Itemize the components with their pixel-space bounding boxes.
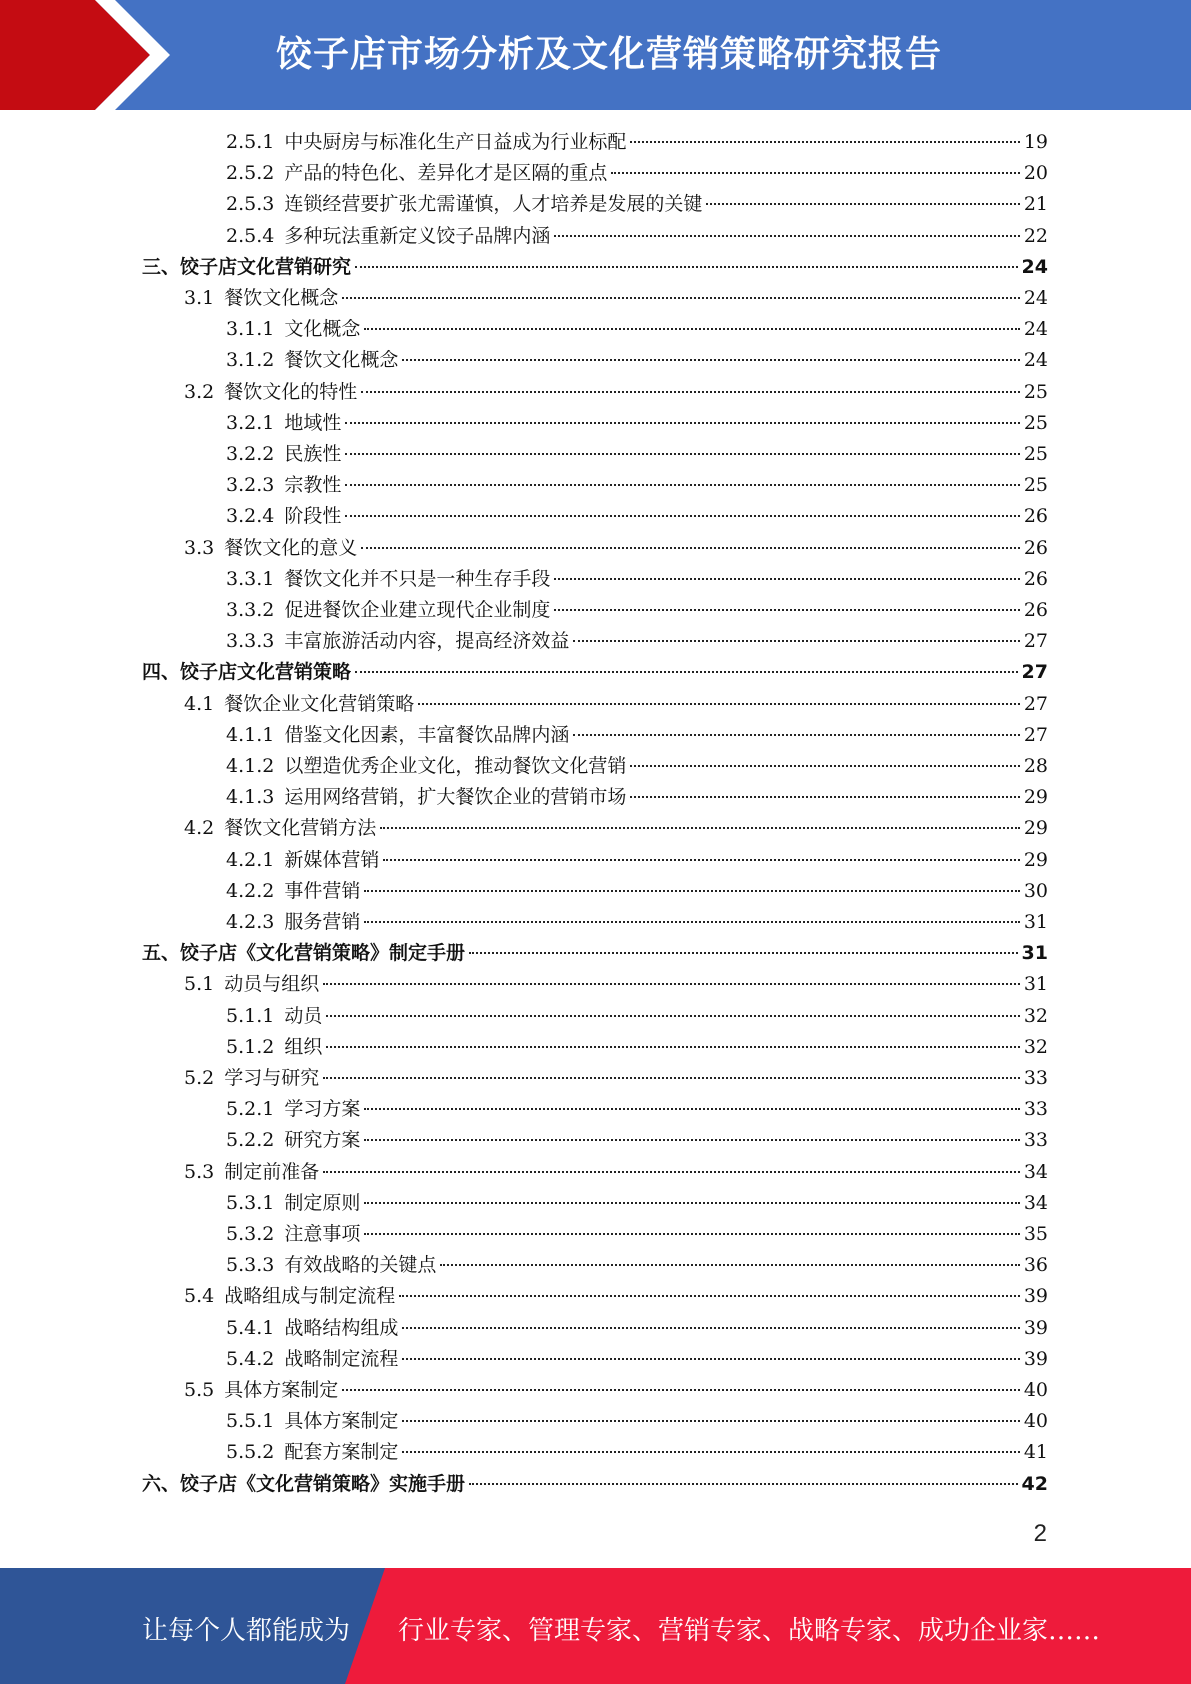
toc-entry-number: 3.2.4 (226, 505, 275, 528)
toc-entry-page: 29 (1023, 848, 1048, 871)
toc-entry-title: 动员 (284, 1004, 323, 1027)
toc-entry-number: 3.2 (184, 380, 215, 403)
toc-dot-leader (383, 859, 1019, 861)
toc-dot-leader (364, 1233, 1019, 1235)
toc-dot-leader (345, 422, 1019, 424)
toc-entry-number: 4.1.3 (226, 786, 275, 809)
toc-entry[interactable] (184, 533, 1048, 564)
toc-entry-number: 5.2.2 (226, 1129, 275, 1152)
toc-entry-title: 学习方案 (284, 1098, 361, 1121)
toc-entry-title: 餐饮文化的特性 (224, 380, 358, 403)
toc-dot-leader (345, 484, 1019, 486)
toc-entry-title: 丰富旅游活动内容，提高经济效益 (284, 630, 570, 653)
toc-dot-leader (355, 266, 1018, 268)
toc-entry[interactable] (226, 408, 1048, 439)
footer-roles: 行业专家、管理专家、营销专家、战略专家、成功企业家…… (398, 1616, 1101, 1646)
toc-entry-page: 26 (1023, 599, 1048, 621)
toc-dot-leader (630, 141, 1019, 143)
toc-dot-leader (364, 1108, 1019, 1110)
toc-entry-title: 六、饺子店《文化营销策略》实施手册 (142, 1472, 466, 1495)
toc-dot-leader (345, 453, 1019, 455)
toc-entry-page: 40 (1023, 1410, 1048, 1433)
toc-entry-number: 5.1.2 (226, 1035, 275, 1058)
toc-entry-page: 25 (1023, 380, 1048, 403)
toc-entry-title: 配套方案制定 (284, 1441, 399, 1464)
toc-entry-page: 25 (1023, 474, 1048, 497)
toc-entry-page: 27 (1023, 630, 1048, 653)
toc-entry[interactable] (226, 345, 1048, 376)
toc-entry-page: 33 (1023, 1098, 1048, 1121)
toc-entry[interactable] (226, 501, 1048, 532)
toc-entry-page: 40 (1023, 1379, 1048, 1401)
toc-entry-title: 运用网络营销，扩大餐饮企业的营销市场 (284, 786, 627, 809)
toc-entry-title: 具体方案制定 (224, 1379, 339, 1401)
toc-entry-page: 42 (1021, 1472, 1048, 1495)
toc-entry[interactable] (226, 845, 1048, 876)
toc-entry-title: 地域性 (284, 411, 342, 434)
toc-entry-page: 27 (1021, 661, 1048, 684)
toc-dot-leader (418, 703, 1020, 705)
toc-entry-page: 20 (1023, 162, 1048, 185)
toc-entry[interactable] (142, 252, 1048, 283)
toc-entry-page: 24 (1023, 349, 1048, 372)
toc-entry-number: 5.2.1 (226, 1098, 275, 1121)
toc-entry-page: 31 (1023, 973, 1048, 996)
toc-dot-leader (323, 1077, 1020, 1079)
toc-entry-page: 34 (1023, 1160, 1048, 1183)
toc-entry-page: 25 (1023, 443, 1048, 465)
toc-entry-number: 3.3 (184, 536, 215, 559)
toc-entry[interactable] (226, 221, 1048, 252)
toc-dot-leader (323, 983, 1020, 985)
toc-entry-page: 41 (1023, 1441, 1048, 1464)
toc-entry-title: 产品的特色化、差异化才是区隔的重点 (284, 162, 608, 185)
toc-entry-title: 注意事项 (284, 1223, 361, 1245)
toc-entry[interactable] (184, 1063, 1048, 1094)
toc-entry[interactable] (226, 1001, 1048, 1032)
toc-dot-leader (355, 671, 1018, 673)
toc-dot-leader (402, 359, 1019, 361)
toc-dot-leader (630, 796, 1019, 798)
toc-entry[interactable] (184, 689, 1048, 720)
toc-entry[interactable] (226, 1094, 1048, 1125)
toc-entry-page: 28 (1023, 755, 1048, 777)
toc-entry-page: 24 (1023, 318, 1048, 341)
toc-entry-number: 4.1.2 (226, 755, 275, 777)
toc-entry[interactable] (226, 564, 1048, 595)
toc-entry-page: 39 (1023, 1285, 1048, 1308)
toc-entry-number: 4.2.2 (226, 879, 275, 902)
toc-entry-title: 连锁经营要扩张尤需谨慎，人才培养是发展的关键 (284, 193, 703, 216)
toc-entry[interactable] (142, 938, 1048, 969)
toc-entry-page: 24 (1021, 255, 1048, 278)
toc-entry[interactable] (226, 189, 1048, 220)
toc-dot-leader (399, 1295, 1020, 1297)
toc-entry[interactable] (226, 1188, 1048, 1219)
toc-entry-number: 3.3.2 (226, 599, 275, 621)
toc-entry-page: 31 (1023, 911, 1048, 933)
toc-entry-title: 事件营销 (284, 879, 361, 902)
toc-entry-title: 五、饺子店《文化营销策略》制定手册 (142, 942, 466, 965)
toc-entry[interactable] (226, 1250, 1048, 1281)
toc-dot-leader (345, 515, 1019, 517)
toc-entry[interactable] (184, 1281, 1048, 1312)
toc-entry-page: 26 (1023, 567, 1048, 590)
toc-entry-title: 动员与组织 (224, 973, 320, 996)
toc-entry-number: 3.3.3 (226, 630, 275, 653)
toc-entry-page: 39 (1023, 1347, 1048, 1370)
toc-dot-leader (706, 203, 1019, 205)
toc-entry-number: 4.2 (184, 817, 215, 840)
toc-entry[interactable] (226, 439, 1048, 470)
toc-entry[interactable] (184, 1375, 1048, 1406)
toc-entry[interactable] (226, 595, 1048, 626)
toc-entry-number: 3.3.1 (226, 567, 275, 590)
toc-entry-page: 30 (1023, 879, 1048, 902)
toc-entry-page: 26 (1023, 536, 1048, 559)
toc-entry-number: 5.1 (184, 973, 215, 996)
toc-entry-page: 29 (1023, 817, 1048, 840)
toc-entry-number: 2.5.1 (226, 131, 275, 153)
toc-entry-number: 3.2.1 (226, 411, 275, 434)
toc-entry-title: 阶段性 (284, 505, 342, 528)
toc-entry-title: 具体方案制定 (284, 1410, 399, 1433)
toc-entry[interactable] (226, 1344, 1048, 1375)
toc-entry-number: 3.1.1 (226, 318, 275, 341)
toc-entry-number: 2.5.2 (226, 162, 275, 185)
toc-entry-title: 学习与研究 (224, 1067, 320, 1089)
toc-dot-leader (364, 328, 1019, 330)
toc-dot-leader (361, 547, 1020, 549)
toc-entry[interactable] (226, 470, 1048, 501)
toc-entry-number: 4.1.1 (226, 723, 275, 746)
toc-entry-number: 5.5.2 (226, 1441, 275, 1464)
toc-entry-page: 24 (1023, 287, 1048, 309)
toc-entry-page: 34 (1023, 1191, 1048, 1214)
toc-entry-page: 25 (1023, 411, 1048, 434)
toc-entry-number: 5.2 (184, 1067, 215, 1089)
report-header (0, 0, 1191, 110)
toc-dot-leader (402, 1451, 1019, 1453)
toc-entry-title: 民族性 (284, 443, 342, 465)
toc-entry-title: 战略结构组成 (284, 1316, 399, 1339)
toc-entry-title: 餐饮文化的意义 (224, 536, 358, 559)
toc-entry[interactable] (184, 969, 1048, 1000)
report-title: 饺子店市场分析及文化营销策略研究报告 (276, 34, 943, 75)
toc-entry-number: 5.4.2 (226, 1347, 275, 1370)
toc-entry[interactable] (226, 907, 1048, 938)
toc-entry-title: 以塑造优秀企业文化，推动餐饮文化营销 (284, 755, 627, 777)
toc-entry-number: 4.2.1 (226, 848, 275, 871)
toc-entry-number: 5.5.1 (226, 1410, 275, 1433)
toc-entry[interactable] (226, 1313, 1048, 1344)
toc-dot-leader (364, 1139, 1019, 1141)
footer-slogan: 让每个人都能成为 (142, 1616, 351, 1646)
toc-entry-title: 餐饮文化并不只是一种生存手段 (284, 567, 551, 590)
toc-dot-leader (469, 1483, 1018, 1485)
toc-entry-page: 35 (1023, 1223, 1048, 1245)
toc-entry-number: 5.3.3 (226, 1254, 275, 1277)
toc-dot-leader (342, 297, 1020, 299)
toc-entry[interactable] (184, 377, 1048, 408)
toc-dot-leader (323, 1171, 1020, 1173)
toc-entry[interactable] (226, 1125, 1048, 1156)
toc-entry-page: 33 (1023, 1129, 1048, 1152)
toc-entry-title: 餐饮文化概念 (284, 349, 399, 372)
toc-entry[interactable] (142, 1469, 1048, 1500)
toc-entry-title: 三、饺子店文化营销研究 (142, 255, 352, 278)
toc-entry-page: 19 (1023, 131, 1048, 153)
toc-entry[interactable] (226, 127, 1048, 158)
toc-dot-leader (380, 827, 1020, 829)
toc-entry-number: 2.5.3 (226, 193, 275, 216)
toc-dot-leader (573, 640, 1019, 642)
toc-entry-title: 战略组成与制定流程 (224, 1285, 396, 1308)
toc-entry[interactable] (226, 158, 1048, 189)
toc-entry-page: 27 (1023, 723, 1048, 746)
toc-entry-page: 39 (1023, 1316, 1048, 1339)
toc-entry-title: 借鉴文化因素，丰富餐饮品牌内涵 (284, 723, 570, 746)
toc-entry-page: 32 (1023, 1004, 1048, 1027)
toc-entry-page: 27 (1023, 692, 1048, 715)
page-number: 2 (1033, 1520, 1047, 1547)
toc-entry[interactable] (226, 1032, 1048, 1063)
toc-entry-title: 新媒体营销 (284, 848, 380, 871)
toc-entry[interactable] (184, 1157, 1048, 1188)
toc-dot-leader (361, 391, 1020, 393)
toc-entry[interactable] (184, 283, 1048, 314)
toc-entry-page: 22 (1023, 224, 1048, 247)
toc-dot-leader (630, 765, 1019, 767)
toc-entry-title: 餐饮企业文化营销策略 (224, 692, 415, 715)
toc-entry-number: 5.4.1 (226, 1316, 275, 1339)
toc-entry[interactable] (226, 1219, 1048, 1250)
page-footer (0, 1568, 1191, 1684)
toc-entry[interactable] (226, 314, 1048, 345)
toc-entry[interactable] (226, 626, 1048, 657)
toc-entry-number: 5.5 (184, 1379, 215, 1401)
toc-entry-number: 5.3 (184, 1160, 215, 1183)
toc-entry-number: 3.1.2 (226, 349, 275, 372)
toc-dot-leader (469, 952, 1018, 954)
toc-entry[interactable] (226, 1437, 1048, 1468)
toc-dot-leader (554, 235, 1019, 237)
toc-entry-number: 3.1 (184, 287, 215, 309)
toc-entry-title: 战略制定流程 (284, 1347, 399, 1370)
toc-entry-number: 3.2.3 (226, 474, 275, 497)
toc-entry-title: 四、饺子店文化营销策略 (142, 661, 352, 684)
toc-dot-leader (364, 921, 1019, 923)
toc-entry[interactable] (226, 751, 1048, 782)
toc-entry[interactable] (226, 720, 1048, 751)
toc-dot-leader (326, 1015, 1019, 1017)
toc-dot-leader (326, 1046, 1019, 1048)
toc-dot-leader (342, 1389, 1020, 1391)
toc-entry-number: 5.1.1 (226, 1004, 275, 1027)
toc-entry-title: 宗教性 (284, 474, 342, 497)
toc-entry-number: 5.4 (184, 1285, 215, 1308)
toc-dot-leader (402, 1358, 1019, 1360)
toc-entry-title: 中央厨房与标准化生产日益成为行业标配 (284, 131, 627, 153)
toc-entry-title: 有效战略的关键点 (284, 1254, 437, 1277)
toc-entry-title: 制定原则 (284, 1191, 361, 1214)
toc-entry-title: 研究方案 (284, 1129, 361, 1152)
toc-entry-number: 3.2.2 (226, 443, 275, 465)
toc-entry-number: 5.3.1 (226, 1191, 275, 1214)
toc-dot-leader (554, 609, 1019, 611)
toc-dot-leader (402, 1327, 1019, 1329)
toc-entry-number: 2.5.4 (226, 224, 275, 247)
toc-dot-leader (554, 578, 1019, 580)
toc-dot-leader (611, 172, 1019, 174)
toc-dot-leader (364, 1202, 1019, 1204)
toc-entry[interactable] (226, 1406, 1048, 1437)
toc-dot-leader (402, 1420, 1019, 1422)
toc-entry-page: 32 (1023, 1035, 1048, 1058)
toc-entry-title: 餐饮文化概念 (224, 287, 339, 309)
toc-entry-title: 多种玩法重新定义饺子品牌内涵 (284, 224, 551, 247)
toc-dot-leader (440, 1264, 1019, 1266)
toc-entry-page: 31 (1021, 942, 1048, 965)
toc-entry-page: 21 (1023, 193, 1048, 216)
toc-entry-title: 文化概念 (284, 318, 361, 341)
toc-entry-title: 组织 (284, 1035, 323, 1058)
toc-entry-page: 33 (1023, 1067, 1048, 1089)
toc-entry-title: 制定前准备 (224, 1160, 320, 1183)
toc-entry-page: 36 (1023, 1254, 1048, 1277)
toc-entry-number: 5.3.2 (226, 1223, 275, 1245)
toc-entry-number: 4.2.3 (226, 911, 275, 933)
toc-dot-leader (573, 734, 1019, 736)
toc-entry[interactable] (226, 876, 1048, 907)
toc-entry-title: 服务营销 (284, 911, 361, 933)
toc-entry[interactable] (184, 813, 1048, 844)
toc-entry-page: 26 (1023, 505, 1048, 528)
toc-entry-page: 29 (1023, 786, 1048, 809)
toc-entry-number: 4.1 (184, 692, 215, 715)
toc-entry[interactable] (226, 782, 1048, 813)
toc-entry-title: 促进餐饮企业建立现代企业制度 (284, 599, 551, 621)
toc-dot-leader (364, 890, 1019, 892)
toc-entry[interactable] (142, 657, 1048, 688)
toc-entry-title: 餐饮文化营销方法 (224, 817, 377, 840)
